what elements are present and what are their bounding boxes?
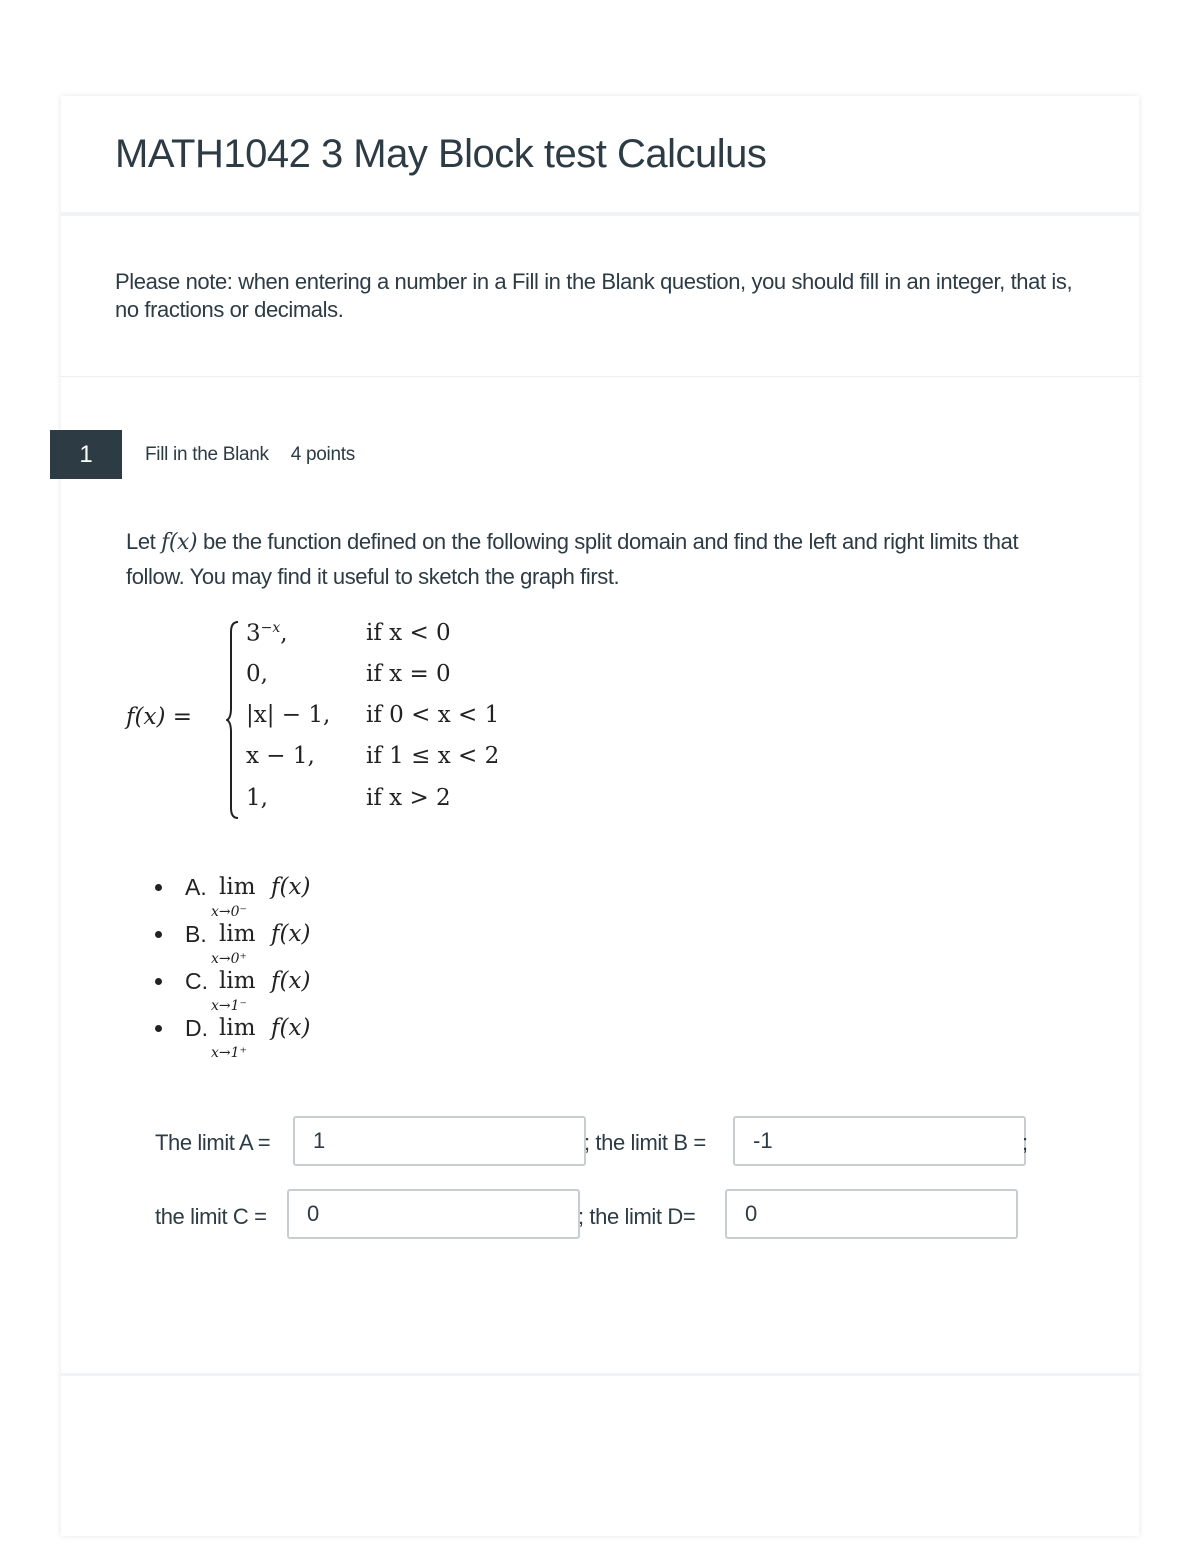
limit-subscript: x→1⁻ [211,998,247,1014]
limit-a-input[interactable]: 1 [293,1116,586,1166]
piecewise-case-condition: if x = 0 [366,661,451,687]
limit-subscript: x→0⁻ [211,904,247,920]
limit-subscript: x→1⁺ [211,1045,247,1061]
limit-c-input[interactable]: 0 [287,1189,580,1239]
piecewise-lhs: f(x) = [126,704,193,730]
question-text-body: be the function defined on the following split domain and find the left and right limits that follow. You may find it useful to sketch the graph first. [126,529,1019,589]
piecewise-case-condition: if x < 0 [366,620,451,646]
option-label: C. [185,968,208,994]
bullet-icon [155,978,162,985]
option-label: D. [185,1015,208,1041]
limit-b-label: ; the limit B = [584,1130,706,1155]
limit-d-input[interactable]: 0 [725,1189,1018,1239]
bullet-icon [155,931,162,938]
section-divider [61,376,1139,377]
piecewise-function [126,618,576,828]
piecewise-case-expr: 0, [246,661,268,687]
bullet-icon [155,884,162,891]
quiz-title: MATH1042 3 May Block test Calculus [115,132,767,176]
piecewise-case-expr: 1, [246,785,268,811]
limit-b-input[interactable]: -1 [733,1116,1026,1166]
limit-subscript: x→0⁺ [211,951,247,967]
piecewise-case-condition: if x > 2 [366,785,451,811]
limit-b-terminator: ; [1022,1130,1028,1155]
limit-function: f(x) [271,921,311,947]
limit-operator: lim [219,921,256,947]
bullet-icon [155,1025,162,1032]
question-text [126,525,1056,594]
limit-d-label: ; the limit D= [578,1204,696,1229]
section-divider [61,1373,1139,1376]
limit-a-label: The limit A = [155,1130,271,1155]
limit-operator: lim [219,968,256,994]
limit-operator: lim [219,874,256,900]
quiz-header [61,96,1139,216]
question-type: Fill in the Blank [145,444,269,465]
question-number-badge: 1 [50,430,122,479]
question-header [145,444,355,466]
left-brace-icon [226,620,240,820]
piecewise-case-condition: if 0 < x < 1 [366,702,500,728]
limit-operator: lim [219,1015,256,1041]
limit-function: f(x) [271,1015,311,1041]
option-label: B. [185,921,207,947]
piecewise-case-expr: |x| − 1, [246,702,331,728]
piecewise-case-expr: x − 1, [246,743,315,769]
limit-c-label: the limit C = [155,1204,267,1229]
piecewise-case-expr: $3^{-x}$, [246,620,288,647]
limit-function: f(x) [271,968,311,994]
question-text-let: Let [126,529,156,554]
question-text-fx: f(x) [161,530,198,555]
option-label: A. [185,874,207,900]
piecewise-case-condition: if 1 ≤ x < 2 [366,743,500,769]
limit-function: f(x) [271,874,311,900]
question-points: 4 points [290,444,355,465]
quiz-instructions: Please note: when entering a number in a Fill in the Blank question, you should fill in an integer, that is, no fractions or decimals. [115,269,1073,322]
